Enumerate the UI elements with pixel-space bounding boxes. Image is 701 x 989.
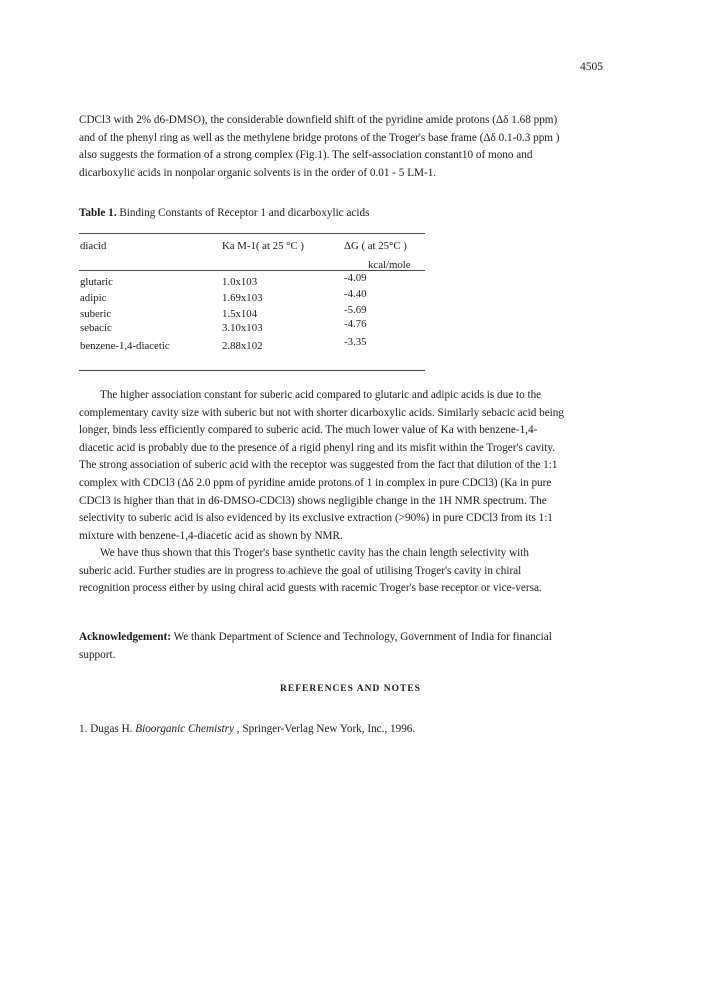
acknowledgement-label: Acknowledgement: [79,631,171,643]
acknowledgement-text: We thank Department of Science and Technology, Government of India for financial [170,631,552,643]
text-line: The higher association constant for suberic acid compared to glutaric and adipic acids is due to the [100,389,542,401]
text-line: selectivity to suberic acid is also evidenced by its exclusive extraction (>90%) in pure CDCl3 from its 1:1 [79,512,553,525]
acknowledgement-text-line2: support. [79,648,116,661]
table-header-rule [79,270,425,271]
text-line: and of the phenyl ring as well as the methylene bridge protons of the Troger's base frame (Δδ 0.1-0.3 ppm ) [79,131,560,144]
table-top-rule [79,233,425,234]
table-cell-dg: -4.40 [344,288,367,300]
text-line: CDCl3 with 2% d6-DMSO), the considerable downfield shift of the pyridine amide protons (Δδ 1.68 ppm) [79,114,558,126]
text-line: also suggests the formation of a strong complex (Fig.1). The self-association constant10 of mono and [79,149,533,162]
table-cell-ka: 2.88x102 [222,340,263,352]
table-caption-text: Binding Constants of Receptor 1 and dicarboxylic acids [116,207,370,219]
text-line: The strong association of suberic acid with the receptor was suggested from the fact that dilution of the 1:1 [79,459,558,472]
page-number: 4505 [580,61,603,73]
reference-authors: 1. Dugas H. [79,723,136,735]
text-line: We have thus shown that this Troger's base synthetic cavity has the chain length selectivity with [100,547,529,559]
table-cell-dg: -4.76 [344,318,367,330]
table-cell-dg: -4.09 [344,272,367,284]
reference-item [79,723,415,735]
table-cell-diacid: suberic [80,308,112,320]
text-line: CDCl3 is higher than that in d6-DMSO-CDCl3) shows negligible change in the 1H NMR spectrum. The [79,494,547,507]
table-header-dg: ΔG ( at 25°C ) [344,240,407,252]
reference-publisher: , Springer-Verlag New York, Inc., 1996. [233,723,416,735]
table-cell-diacid: benzene-1,4-diacetic [80,340,170,352]
table-cell-diacid: sebacic [80,322,112,334]
table-header-dg-unit: kcal/mole [368,259,411,271]
table-caption [79,207,369,219]
table-cell-ka: 1.69x103 [222,292,263,304]
table-cell-ka: 1.5x104 [222,308,258,320]
text-line: recognition process either by using chiral acid guests with racemic Troger's base receptor or vice-versa. [79,582,542,595]
table-caption-label: Table 1. [79,207,117,219]
references-heading: REFERENCES AND NOTES [280,684,421,694]
table-header-ka: Ka M-1( at 25 °C ) [222,240,304,252]
text-line: suberic acid. Further studies are in progress to achieve the goal of utilising Troger's cavity in chiral [79,564,522,577]
acknowledgement [79,629,625,664]
paragraph-intro [79,112,625,182]
table-cell-ka: 1.0x103 [222,276,258,288]
paragraph-discussion [79,387,625,545]
table-bottom-rule [79,370,425,371]
table-cell-dg: -3.35 [344,336,367,348]
text-line: diacetic acid is probably due to the presence of a rigid phenyl ring and its misfit within the Troger's cavity. [79,441,556,454]
text-line: mixture with benzene-1,4-diacetic acid as shown by NMR. [79,529,343,542]
text-line: dicarboxylic acids in nonpolar organic solvents is in the order of 0.01 - 5 LM-1. [79,166,437,179]
paragraph-conclusion [79,545,625,598]
table-cell-diacid: glutaric [80,276,113,288]
text-line: complex with CDCl3 (Δδ 2.0 ppm of pyridine amide protons of 1 in complex in pure CDCl3) (Ka in pure [79,476,552,489]
table-cell-ka: 3.10x103 [222,322,263,334]
table-header-diacid: diacid [80,240,107,252]
table-cell-diacid: adipic [80,292,107,304]
reference-title: Bioorganic Chemistry [135,723,234,735]
text-line: complementary cavity size with suberic but not with shorter dicarboxylic acids. Similarly sebacic acid being [79,406,564,419]
text-line: longer, binds less efficiently compared to suberic acid. The much lower value of Ka with benzene-1,4- [79,424,538,437]
table-cell-dg: -5.69 [344,304,367,316]
